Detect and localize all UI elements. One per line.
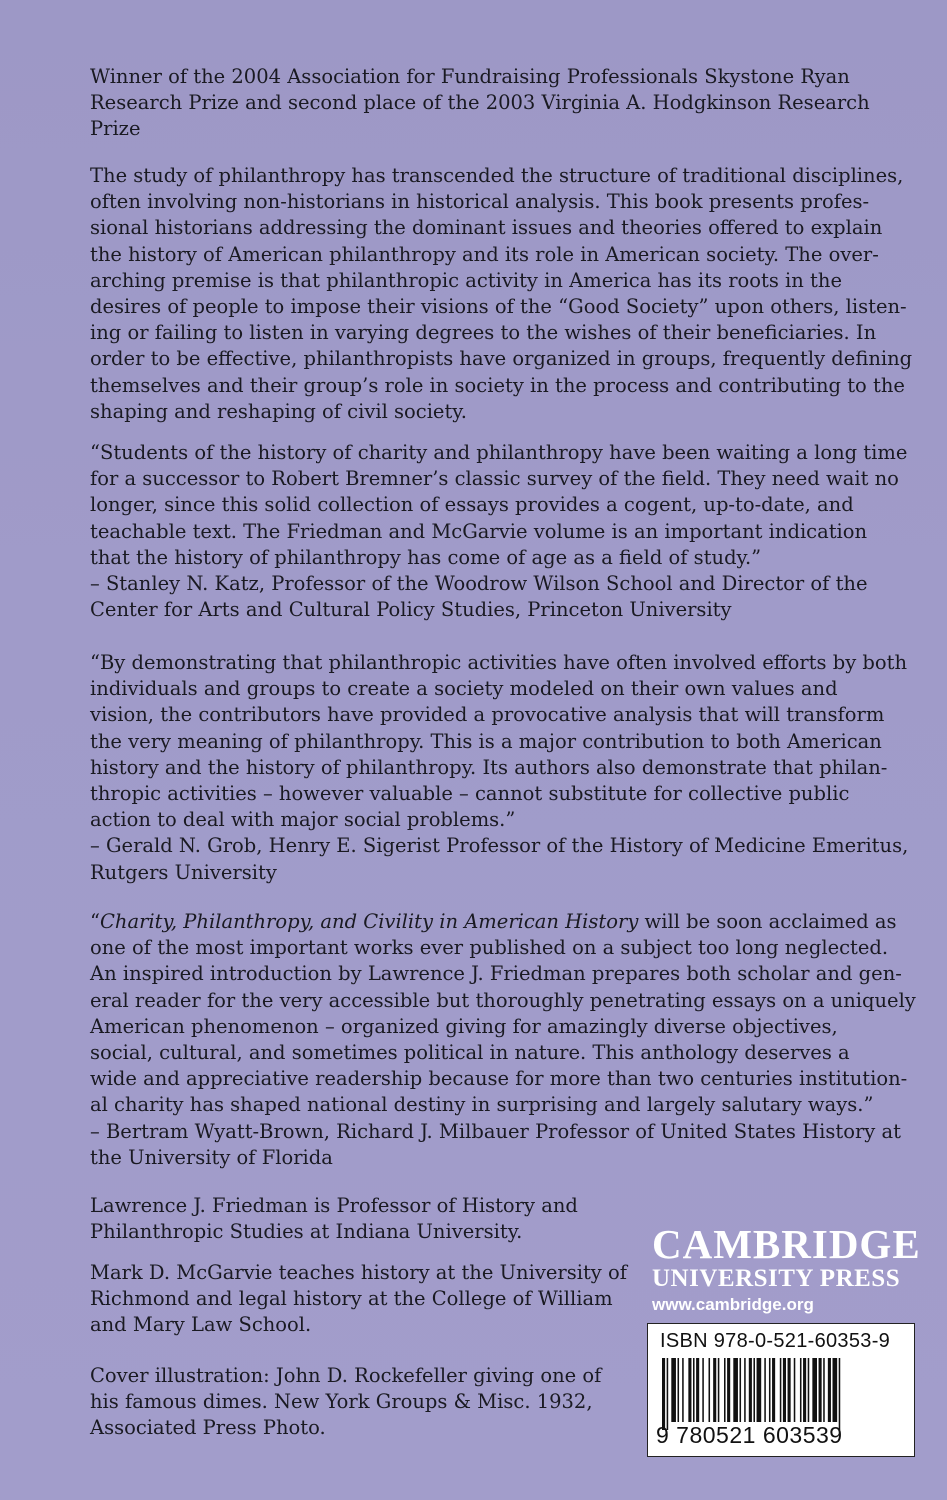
- barcode-number: 9 780521 603539: [656, 1422, 843, 1448]
- barcode-bar: [794, 1358, 796, 1422]
- open-quote: “: [90, 910, 100, 933]
- barcode-bar: [671, 1358, 676, 1422]
- barcode-bar: [800, 1358, 802, 1422]
- credit-line: Cover illustration: John D. Rockefeller giving one of: [90, 1364, 602, 1387]
- description-line: ing or failing to listen in varying degrees to the wishes of their beneficiaries. In: [90, 321, 877, 345]
- award-line: Prize: [90, 117, 141, 141]
- review-line: history and the history of philanthropy. Its authors also demonstrate that philan-: [90, 755, 888, 779]
- review-line: eral reader for the very accessible but thoroughly penetrating essays on a uniquely: [90, 988, 916, 1012]
- barcode-bar: [783, 1358, 786, 1422]
- award-line: Winner of the 2004 Association for Fundraising Professionals Skystone Ryan: [90, 65, 850, 88]
- barcode-bar: [839, 1358, 841, 1430]
- barcode-bar: [702, 1358, 704, 1422]
- award-line: Research Prize and second place of the 2003 Virginia A. Hodgkinson Research: [90, 91, 870, 115]
- book-title-italic: Charity, Philanthropy, and Civility in American History: [99, 910, 639, 933]
- review-attribution: Center for Arts and Cultural Policy Studies, Princeton University: [90, 598, 732, 622]
- barcode-bar: [772, 1358, 775, 1422]
- barcode-bar: [769, 1358, 771, 1422]
- review-line: for a successor to Robert Bremner’s classic survey of the field. They need wait no: [90, 467, 899, 491]
- barcode-bar: [678, 1358, 680, 1422]
- bio-line: Richmond and legal history at the College of William: [90, 1287, 613, 1310]
- review-line: vision, the contributors have provided a provocative analysis that will transform: [90, 703, 885, 727]
- description-line: sional historians addressing the dominant issues and theories offered to explain: [90, 216, 883, 240]
- review-line: al charity has shaped national destiny in surprising and largely salutary ways.”: [90, 1093, 874, 1117]
- review-line: “By demonstrating that philanthropic activities have often involved efforts by both: [90, 651, 908, 674]
- publisher-url: www.cambridge.org: [652, 1295, 814, 1314]
- description-line: The study of philanthropy has transcended the structure of traditional disciplines,: [90, 164, 904, 187]
- barcode-bar: [757, 1358, 762, 1422]
- barcode-bar: [753, 1358, 755, 1422]
- award-text: [90, 64, 910, 143]
- barcode-bar: [803, 1358, 806, 1422]
- review-line: thropic activities – however valuable – cannot substitute for collective public: [90, 782, 850, 806]
- barcode-bar: [727, 1358, 730, 1422]
- barcode-bar: [823, 1358, 825, 1422]
- review-attribution: – Gerald N. Grob, Henry E. Sigerist Professor of the History of Medicine Emeritus,: [90, 834, 909, 858]
- credit-line: his famous dimes. New York Groups & Misc. 1932,: [90, 1390, 593, 1413]
- barcode-bar: [808, 1358, 810, 1422]
- review-line: action to deal with major social problems.”: [90, 808, 516, 832]
- barcode-panel: [647, 1323, 915, 1457]
- review-line: teachable text. The Friedman and McGarvie volume is an important indication: [90, 519, 868, 543]
- review-line-rest: will be soon acclaimed as: [638, 910, 897, 933]
- barcode-bar: [740, 1358, 742, 1422]
- description-line: shaping and reshaping of civil society.: [90, 399, 467, 423]
- barcode-bar: [713, 1358, 716, 1422]
- barcode-bar: [744, 1358, 746, 1422]
- review-attribution: Rutgers University: [90, 860, 277, 884]
- barcode-bar: [819, 1358, 822, 1422]
- publisher-subtitle: UNIVERSITY PRESS: [652, 1265, 901, 1292]
- barcode-bar: [718, 1358, 720, 1422]
- barcode-bar: [780, 1358, 782, 1422]
- review-line: wide and appreciative readership because for more than two centuries institution-: [90, 1067, 908, 1091]
- book-description: [90, 163, 913, 425]
- barcode-bar: [693, 1358, 695, 1422]
- author-bio-friedman: [90, 1193, 650, 1245]
- review-first-line: [90, 909, 910, 935]
- description-line: desires of people to impose their visions of the “Good Society” upon others, listen-: [90, 295, 907, 319]
- review-line: “Students of the history of charity and philanthropy have been waiting a long time: [90, 441, 908, 464]
- review-line: social, cultural, and sometimes political in nature. This anthology deserves a: [90, 1041, 850, 1065]
- description-line: themselves and their group’s role in society in the process and contributing to the: [90, 373, 905, 397]
- publisher-name: CAMBRIDGE: [652, 1221, 921, 1267]
- barcode-bar: [833, 1358, 838, 1422]
- bio-line: Lawrence J. Friedman is Professor of History and: [90, 1194, 578, 1217]
- review-line: individuals and groups to create a society modeled on their own values and: [90, 677, 838, 701]
- cover-illustration-credit: [90, 1363, 650, 1441]
- review-line: one of the most important works ever published on a subject too long neglected.: [90, 936, 889, 960]
- review-line: American phenomenon – organized giving for amazingly diverse objectives,: [90, 1014, 838, 1038]
- barcode-bar: [709, 1358, 711, 1422]
- review-grob: [90, 650, 910, 886]
- barcode-bar: [733, 1358, 738, 1422]
- barcode-bar: [788, 1358, 791, 1422]
- description-line: often involving non-historians in historical analysis. This book presents profes-: [90, 190, 870, 214]
- bio-line: Philanthropic Studies at Indiana University.: [90, 1220, 523, 1243]
- barcode-bar: [688, 1358, 691, 1422]
- author-bio-mcgarvie: [90, 1260, 650, 1338]
- bio-line: and Mary Law School.: [90, 1313, 312, 1336]
- review-wyatt-brown: [90, 909, 916, 1171]
- publisher-logo: [652, 1221, 921, 1317]
- barcode-bar: [696, 1358, 699, 1422]
- review-attribution: the University of Florida: [90, 1145, 333, 1169]
- barcode-bar: [724, 1358, 726, 1422]
- bio-line: Mark D. McGarvie teaches history at the University of: [90, 1261, 627, 1284]
- isbn-label: ISBN 978-0-521-60353-9: [660, 1330, 891, 1352]
- barcode-bar: [662, 1358, 665, 1430]
- review-line: An inspired introduction by Lawrence J. Friedman prepares both scholar and gen-: [90, 962, 902, 986]
- barcode-icon: [658, 1358, 902, 1430]
- description-line: order to be effective, philanthropists have organized in groups, frequently defining: [90, 347, 913, 371]
- description-line: the history of American philanthropy and its role in American society. The over-: [90, 242, 879, 266]
- barcode-bar: [764, 1358, 766, 1422]
- credit-line: Associated Press Photo.: [90, 1416, 326, 1439]
- barcode-bar: [749, 1358, 752, 1422]
- review-line: the very meaning of philanthropy. This is a major contribution to both American: [90, 729, 882, 753]
- review-katz: [90, 440, 910, 623]
- barcode-bar: [828, 1358, 831, 1422]
- barcode-bar: [812, 1358, 817, 1422]
- description-line: arching premise is that philanthropic activity in America has its roots in the: [90, 268, 842, 292]
- barcode-bar: [667, 1358, 669, 1430]
- barcode-bar: [682, 1358, 684, 1422]
- review-attribution: – Bertram Wyatt-Brown, Richard J. Milbauer Professor of United States History at: [90, 1119, 901, 1143]
- review-attribution: – Stanley N. Katz, Professor of the Woodrow Wilson School and Director of the: [90, 572, 868, 596]
- review-line: longer, since this solid collection of essays provides a cogent, up-to-date, and: [90, 493, 854, 517]
- review-line: that the history of philanthropy has come of age as a field of study.”: [90, 545, 762, 569]
